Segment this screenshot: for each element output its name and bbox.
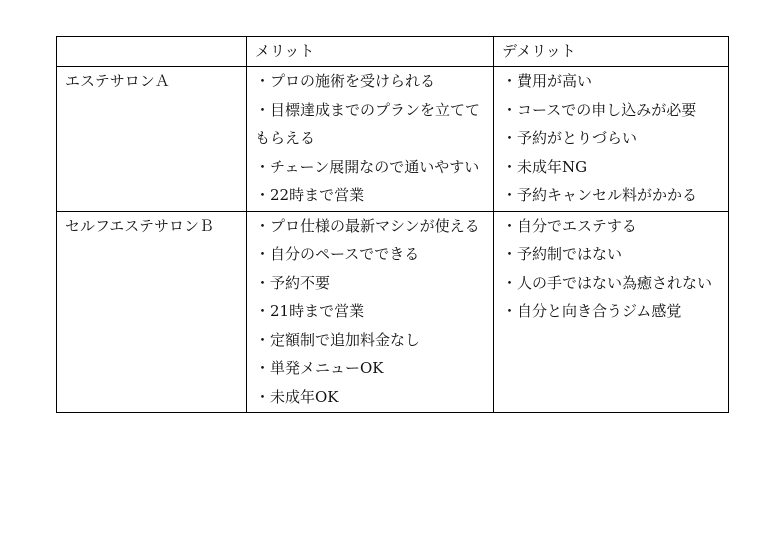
list-item: ・予約がとりづらい xyxy=(502,129,638,147)
list-item: ・予約制ではない xyxy=(502,245,623,263)
merits-list-salon-b xyxy=(255,212,487,412)
list-item: ・単発メニューOK xyxy=(255,359,384,377)
demerits-list-salon-b xyxy=(502,212,722,326)
comparison-table xyxy=(56,36,729,413)
header-cell-demerits: デメリット xyxy=(494,37,729,67)
merits-cell-salon-b xyxy=(247,211,494,413)
header-cell-label xyxy=(57,37,247,67)
row-label-salon-b: セルフエステサロンＢ xyxy=(57,211,247,413)
table-row-salon-b xyxy=(57,211,729,413)
list-item: ・未成年NG xyxy=(502,157,588,176)
list-item: ・定額制で追加料金なし xyxy=(255,330,421,349)
demerits-cell-salon-a xyxy=(494,67,729,212)
list-item: ・人の手ではない為癒されない xyxy=(502,273,713,292)
list-item: ・自分でエステする xyxy=(502,216,637,235)
header-row xyxy=(57,37,729,67)
list-item: ・目標達成までのプランを立ててもらえる xyxy=(255,100,481,147)
list-item: ・チェーン展開なので通いやすい xyxy=(255,157,480,176)
row-label-salon-a: エステサロンＡ xyxy=(57,67,247,212)
list-item: ・プロ仕様の最新マシンが使える xyxy=(255,216,480,235)
list-item: ・予約不要 xyxy=(255,273,331,292)
demerits-list-salon-a xyxy=(502,67,722,210)
list-item: ・プロの施術を受けられる xyxy=(255,72,436,90)
merits-list-salon-a xyxy=(255,67,487,210)
list-item: ・コースでの申し込みが必要 xyxy=(502,100,697,119)
list-item: ・21時まで営業 xyxy=(255,302,365,320)
header-cell-merits: メリット xyxy=(247,37,494,67)
list-item: ・自分と向き合うジム感覚 xyxy=(502,302,682,320)
demerits-cell-salon-b xyxy=(494,211,729,413)
list-item: ・自分のペースでできる xyxy=(255,245,420,263)
list-item: ・22時まで営業 xyxy=(255,186,365,204)
list-item: ・費用が高い xyxy=(502,72,593,90)
table-row-salon-a xyxy=(57,67,729,212)
list-item: ・未成年OK xyxy=(255,387,339,406)
list-item: ・予約キャンセル料がかかる xyxy=(502,186,698,204)
merits-cell-salon-a xyxy=(247,67,494,212)
